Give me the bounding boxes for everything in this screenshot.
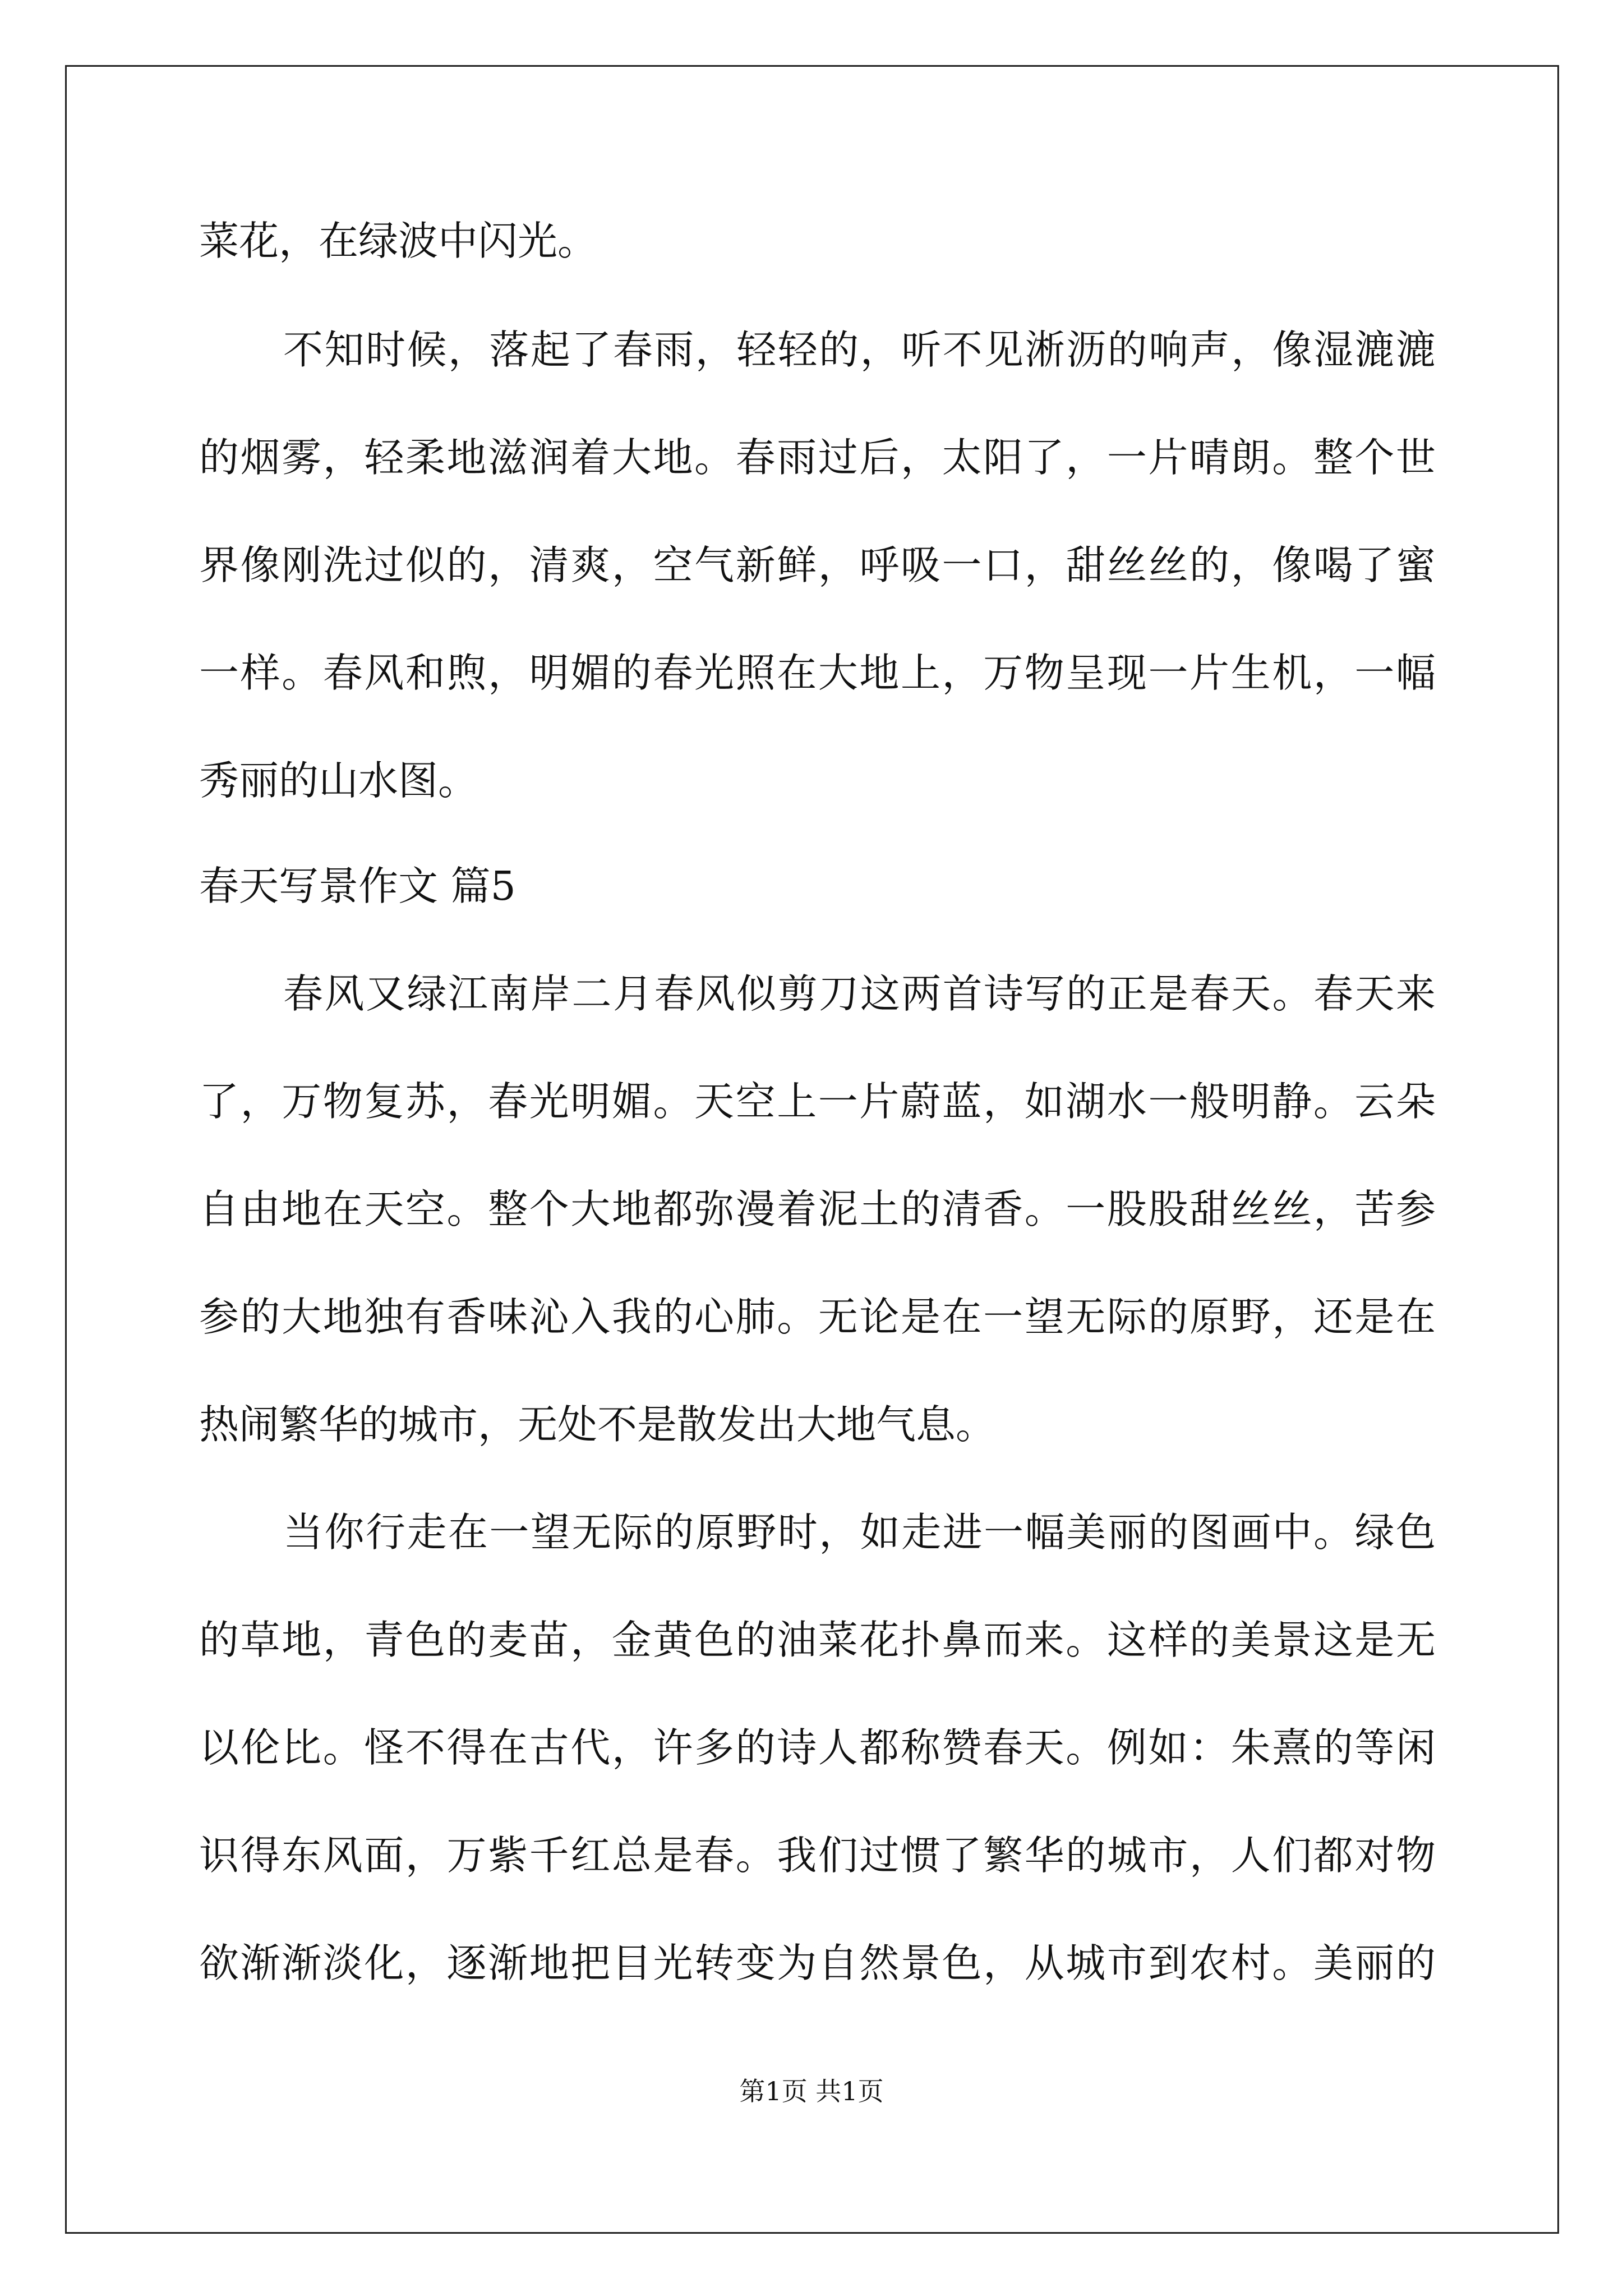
paragraph-first-line: 当你行走在一望无际的原野时，如走进一幅美丽的图画中。绿色: [283, 1509, 1436, 1556]
text-line: 的烟雾，轻柔地滋润着大地。春雨过后，太阳了，一片晴朗。整个世: [199, 434, 1436, 481]
text-line: 一样。春风和煦，明媚的春光照在大地上，万物呈现一片生机，一幅: [199, 650, 1436, 696]
page-border: [65, 65, 1559, 2234]
text-line: 识得东风面，万紫千红总是春。我们过惯了繁华的城市，人们都对物: [199, 1832, 1436, 1879]
text-line: 秀丽的山水图。: [199, 757, 478, 804]
text-line: 热闹繁华的城市，无处不是散发出大地气息。: [199, 1401, 996, 1448]
text-line: 了，万物复苏，春光明媚。天空上一片蔚蓝，如湖水一般明静。云朵: [199, 1078, 1436, 1125]
section-heading: 春天写景作文 篇5: [199, 863, 516, 909]
page-footer: 第1页 共1页: [739, 2076, 884, 2106]
text-line: 以伦比。怪不得在古代，许多的诗人都称赞春天。例如：朱熹的等闲: [199, 1724, 1436, 1771]
paragraph-first-line: 不知时候，落起了春雨，轻轻的，听不见淅沥的响声，像湿漉漉: [283, 326, 1436, 373]
text-line: 界像刚洗过似的，清爽，空气新鲜，呼吸一口，甜丝丝的，像喝了蜜: [199, 542, 1436, 588]
text-line: 自由地在天空。整个大地都弥漫着泥土的清香。一股股甜丝丝，苦参: [199, 1186, 1436, 1232]
paragraph-first-line: 春风又绿江南岸二月春风似剪刀这两首诗写的正是春天。春天来: [283, 970, 1436, 1017]
text-line: 菜花，在绿波中闪光。: [199, 218, 598, 264]
text-line: 参的大地独有香味沁入我的心肺。无论是在一望无际的原野，还是在: [199, 1294, 1436, 1340]
text-line: 的草地，青色的麦苗，金黄色的油菜花扑鼻而来。这样的美景这是无: [199, 1617, 1436, 1663]
text-line: 欲渐渐淡化，逐渐地把目光转变为自然景色，从城市到农村。美丽的: [199, 1940, 1436, 1986]
